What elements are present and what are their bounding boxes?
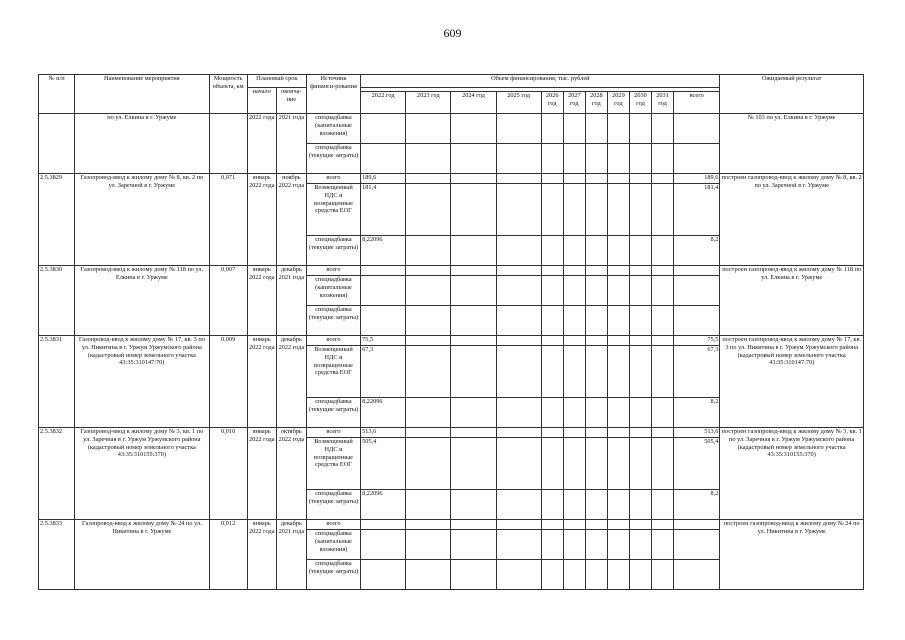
row-year-empty <box>451 276 496 306</box>
row-year-empty <box>496 144 541 174</box>
header-year: 2024 год <box>451 92 496 114</box>
row-year-empty <box>629 398 651 428</box>
row-year-empty <box>652 490 674 520</box>
row-year-empty <box>406 306 451 336</box>
header-start: начало <box>247 88 276 114</box>
row-2022 <box>361 276 406 306</box>
row-year-empty <box>607 490 629 520</box>
row-year-empty <box>607 144 629 174</box>
row-year-empty <box>629 560 651 590</box>
row-year-empty <box>629 236 651 266</box>
row-year-empty <box>652 184 674 236</box>
row-year-empty <box>607 266 629 276</box>
row-total <box>674 266 720 276</box>
row-total <box>674 560 720 590</box>
row-2022 <box>361 144 406 174</box>
row-year-empty <box>607 276 629 306</box>
row-end: 2021 года <box>276 114 306 174</box>
row-year-empty <box>496 428 541 438</box>
row-year-empty <box>585 276 607 306</box>
row-name: Газопровод-ввод к жилому дому № 17, кв. 3 по ул. Никитина в г. Уржум Уржумского района (кадастровый номер земельного участка 43:35:310147:70) <box>75 336 209 428</box>
header-result: Ожидаемый результат <box>720 75 864 114</box>
row-source: спецнадбавка (текущие затраты) <box>306 490 360 520</box>
header-period: Плановый срок <box>247 75 306 88</box>
header-year: 2023 год <box>406 92 451 114</box>
page-number: 609 <box>443 26 462 40</box>
row-year-empty <box>496 336 541 346</box>
row-year-empty <box>496 520 541 530</box>
row-year-empty <box>541 428 563 438</box>
row-year-empty <box>406 428 451 438</box>
row-year-empty <box>563 336 585 346</box>
row-year-empty <box>629 336 651 346</box>
table-row <box>39 336 864 346</box>
row-total: 505,4 <box>674 438 720 490</box>
row-year-empty <box>406 520 451 530</box>
row-year-empty <box>406 184 451 236</box>
row-2022 <box>361 530 406 560</box>
row-year-empty <box>496 174 541 184</box>
row-result: построен газопровод-ввод к жилому дому № 17, кв. 3 по ул. Никитина в г. Уржум Уржумского района (кадастровый номер земельного участка 43:35:310147:70) <box>720 336 864 428</box>
row-year-empty <box>451 184 496 236</box>
row-year-empty <box>406 174 451 184</box>
row-year-empty <box>563 428 585 438</box>
row-year-empty <box>451 114 496 144</box>
row-2022: 75,5 <box>361 336 406 346</box>
row-year-empty <box>607 428 629 438</box>
row-year-empty <box>541 398 563 428</box>
row-end: декабрь 2022 года <box>276 336 306 428</box>
header-year: 2029 год <box>607 92 629 114</box>
table-row <box>39 266 864 276</box>
row-year-empty <box>652 114 674 144</box>
row-year-empty <box>541 560 563 590</box>
row-result: построен газопровод-ввод к жилому дому № 118 по ул. Елкина в г. Уржуме <box>720 266 864 336</box>
row-2022 <box>361 560 406 590</box>
row-year-empty <box>451 428 496 438</box>
row-year-empty <box>607 336 629 346</box>
row-source: спецнадбавка (текущие затраты) <box>306 144 360 174</box>
row-year-empty <box>406 336 451 346</box>
row-year-empty <box>585 174 607 184</box>
row-source: спецнадбавка (текущие затраты) <box>306 398 360 428</box>
row-end: октябрь 2022 года <box>276 428 306 520</box>
row-year-empty <box>585 144 607 174</box>
row-source: спецнадбавка (текущие затраты) <box>306 306 360 336</box>
row-number <box>39 114 75 174</box>
row-year-empty <box>652 438 674 490</box>
row-year-empty <box>585 428 607 438</box>
row-2022: 8,22096 <box>361 236 406 266</box>
row-year-empty <box>585 398 607 428</box>
row-year-empty <box>629 346 651 398</box>
financing-table <box>38 74 864 590</box>
row-year-empty <box>541 336 563 346</box>
row-year-empty <box>496 276 541 306</box>
row-source: спецнадбавка (капитальные вложения) <box>306 114 360 144</box>
header-source: Источник финанси-рования <box>306 75 360 114</box>
row-year-empty <box>451 346 496 398</box>
row-year-empty <box>563 306 585 336</box>
row-year-empty <box>607 520 629 530</box>
header-num: № п/п <box>39 75 75 114</box>
row-year-empty <box>629 520 651 530</box>
row-year-empty <box>563 560 585 590</box>
row-year-empty <box>585 346 607 398</box>
row-year-empty <box>541 530 563 560</box>
row-year-empty <box>585 336 607 346</box>
row-year-empty <box>451 530 496 560</box>
row-2022 <box>361 306 406 336</box>
row-year-empty <box>406 560 451 590</box>
row-year-empty <box>406 266 451 276</box>
header-year: 2028 год <box>585 92 607 114</box>
row-year-empty <box>629 276 651 306</box>
row-year-empty <box>585 530 607 560</box>
row-year-empty <box>496 114 541 144</box>
row-year-empty <box>563 490 585 520</box>
row-total <box>674 144 720 174</box>
row-year-empty <box>563 144 585 174</box>
row-total: 67,3 <box>674 346 720 398</box>
row-year-empty <box>541 184 563 236</box>
row-year-empty <box>451 306 496 336</box>
table-row <box>39 520 864 530</box>
row-2022: 181,4 <box>361 184 406 236</box>
row-result: построен газопровод-ввод к жилому дому № 3, кв. 1 по ул. Заречная в г. Уржум Уржумского района (кадастровый номер земельного участка 43:35:310155:370) <box>720 428 864 520</box>
header-year: 2026 год <box>541 92 563 114</box>
row-total <box>674 520 720 530</box>
row-year-empty <box>451 336 496 346</box>
row-year-empty <box>652 398 674 428</box>
row-year-empty <box>541 346 563 398</box>
row-year-empty <box>629 114 651 144</box>
row-capacity <box>209 114 247 174</box>
row-year-empty <box>541 114 563 144</box>
row-year-empty <box>607 530 629 560</box>
row-year-empty <box>652 560 674 590</box>
row-year-empty <box>585 114 607 144</box>
row-capacity: 0,009 <box>209 336 247 428</box>
row-year-empty <box>563 346 585 398</box>
row-year-empty <box>563 174 585 184</box>
row-source: всего <box>306 266 360 276</box>
row-year-empty <box>563 266 585 276</box>
row-capacity: 0,010 <box>209 428 247 520</box>
row-year-empty <box>607 174 629 184</box>
row-year-empty <box>652 144 674 174</box>
row-result: построен газопровод-ввод к жилому дому № 8, кв. 2 по ул. Заречной в г. Уржуме <box>720 174 864 266</box>
row-start: январь 2022 года <box>247 174 276 266</box>
row-year-empty <box>451 174 496 184</box>
row-start: январь 2022 года <box>247 520 276 590</box>
row-year-empty <box>607 560 629 590</box>
row-start: 2022 года <box>247 114 276 174</box>
row-year-empty <box>541 438 563 490</box>
row-year-empty <box>496 530 541 560</box>
row-result: № 103 по ул. Елкина в г. Уржуме <box>720 114 864 174</box>
row-year-empty <box>406 276 451 306</box>
row-year-empty <box>652 530 674 560</box>
row-year-empty <box>451 490 496 520</box>
row-capacity: 0,071 <box>209 174 247 266</box>
header-row-1 <box>39 75 864 88</box>
row-year-empty <box>585 306 607 336</box>
row-source: Возмещенный НДС и возвращенные средства ЕОГ <box>306 346 360 398</box>
row-2022: 189,6 <box>361 174 406 184</box>
row-year-empty <box>496 184 541 236</box>
row-result: построен газопровод-ввод к жилому дому № 24 по ул. Никитина в г. Уржуме <box>720 520 864 590</box>
row-year-empty <box>563 520 585 530</box>
row-year-empty <box>629 530 651 560</box>
header-total: всего <box>674 92 720 114</box>
row-year-empty <box>607 398 629 428</box>
row-year-empty <box>652 336 674 346</box>
table-row <box>39 428 864 438</box>
header-end: оконча-ние <box>276 88 306 114</box>
row-year-empty <box>629 428 651 438</box>
row-source: Возмещенный НДС и возвращенные средства ЕОГ <box>306 184 360 236</box>
row-year-empty <box>607 236 629 266</box>
row-total <box>674 530 720 560</box>
row-year-empty <box>406 236 451 266</box>
row-total: 8,2 <box>674 490 720 520</box>
row-total <box>674 114 720 144</box>
row-year-empty <box>406 530 451 560</box>
row-year-empty <box>652 276 674 306</box>
row-source: спецнадбавка (текущие затраты) <box>306 236 360 266</box>
row-year-empty <box>607 114 629 144</box>
row-total <box>674 306 720 336</box>
row-year-empty <box>652 520 674 530</box>
row-capacity: 0,012 <box>209 520 247 590</box>
row-year-empty <box>406 144 451 174</box>
header-year: 2022 год <box>361 92 406 114</box>
row-2022 <box>361 266 406 276</box>
row-year-empty <box>541 276 563 306</box>
row-total: 189,6 <box>674 174 720 184</box>
header-year: 2027 год <box>563 92 585 114</box>
row-source: Возмещенный НДС и возвращенные средства ЕОГ <box>306 438 360 490</box>
row-year-empty <box>451 560 496 590</box>
row-year-empty <box>541 490 563 520</box>
row-number: 2.5.3830 <box>39 266 75 336</box>
row-capacity: 0,007 <box>209 266 247 336</box>
row-number: 2.5.3833 <box>39 520 75 590</box>
row-name: Газопровод-ввод к жилому дому № 24 по ул. Никитина в г. Уржуме <box>75 520 209 590</box>
row-source: спецнадбавка (капитальные вложения) <box>306 276 360 306</box>
row-year-empty <box>652 306 674 336</box>
row-year-empty <box>451 266 496 276</box>
header-capacity: Мощность объекта, км <box>209 75 247 114</box>
row-year-empty <box>585 520 607 530</box>
row-year-empty <box>652 236 674 266</box>
row-year-empty <box>563 276 585 306</box>
row-year-empty <box>541 306 563 336</box>
row-end: декабрь 2021 года <box>276 520 306 590</box>
row-year-empty <box>607 184 629 236</box>
row-year-empty <box>406 490 451 520</box>
row-total: 513,6 <box>674 428 720 438</box>
row-year-empty <box>541 266 563 276</box>
row-year-empty <box>406 438 451 490</box>
table-row <box>39 114 864 144</box>
row-year-empty <box>652 346 674 398</box>
row-year-empty <box>585 184 607 236</box>
row-year-empty <box>496 438 541 490</box>
row-total: 8,2 <box>674 398 720 428</box>
row-source: всего <box>306 520 360 530</box>
row-year-empty <box>496 560 541 590</box>
row-year-empty <box>585 560 607 590</box>
row-year-empty <box>406 114 451 144</box>
row-source: всего <box>306 174 360 184</box>
row-year-empty <box>406 346 451 398</box>
row-2022 <box>361 114 406 144</box>
header-finance: Объем финансирования, тыс. рублей <box>361 75 720 88</box>
row-year-empty <box>563 438 585 490</box>
row-2022: 505,4 <box>361 438 406 490</box>
row-name: Газопровод-ввод к жилому дому № 3, кв. 1 по ул. Заречная в г. Уржум Уржумского района (кадастровый номер земельного участка 43:35:310155:370) <box>75 428 209 520</box>
row-year-empty <box>629 184 651 236</box>
row-year-empty <box>607 438 629 490</box>
row-2022: 8,22096 <box>361 398 406 428</box>
row-year-empty <box>607 346 629 398</box>
row-end: ноябрь 2022 года <box>276 174 306 266</box>
row-year-empty <box>629 266 651 276</box>
header-year: 2031 год <box>652 92 674 114</box>
row-year-empty <box>563 184 585 236</box>
row-year-empty <box>629 490 651 520</box>
row-year-empty <box>563 398 585 428</box>
row-year-empty <box>406 398 451 428</box>
row-start: январь 2022 года <box>247 266 276 336</box>
row-year-empty <box>629 144 651 174</box>
row-year-empty <box>496 490 541 520</box>
header-year: 2030 год <box>629 92 651 114</box>
row-number: 2.5.3829 <box>39 174 75 266</box>
row-source: всего <box>306 336 360 346</box>
row-year-empty <box>496 236 541 266</box>
row-year-empty <box>652 266 674 276</box>
row-number: 2.5.3832 <box>39 428 75 520</box>
row-year-empty <box>541 144 563 174</box>
row-name: Газопровод-ввод к жилому дому № 8, кв. 2 по ул. Заречной в г. Уржуме <box>75 174 209 266</box>
row-2022: 8,22096 <box>361 490 406 520</box>
row-total: 181,4 <box>674 184 720 236</box>
row-source: всего <box>306 428 360 438</box>
row-year-empty <box>496 306 541 336</box>
row-name: Газопровод-ввод к жилому дому № 118 по ул. Елкина в г. Уржуме <box>75 266 209 336</box>
row-year-empty <box>451 144 496 174</box>
row-year-empty <box>629 174 651 184</box>
row-2022: 513,6 <box>361 428 406 438</box>
row-year-empty <box>563 530 585 560</box>
row-year-empty <box>451 438 496 490</box>
row-source: спецнадбавка (текущие затраты) <box>306 560 360 590</box>
row-number: 2.5.3831 <box>39 336 75 428</box>
row-end: декабрь 2021 года <box>276 266 306 336</box>
row-year-empty <box>451 236 496 266</box>
row-year-empty <box>652 428 674 438</box>
row-2022 <box>361 520 406 530</box>
table-row <box>39 174 864 184</box>
row-name: по ул. Елкина в г. Уржуме <box>75 114 209 174</box>
row-year-empty <box>607 306 629 336</box>
header-name: Наименование мероприятия <box>75 75 209 114</box>
header-year: 2025 год <box>496 92 541 114</box>
row-year-empty <box>451 398 496 428</box>
row-2022: 67,3 <box>361 346 406 398</box>
row-total <box>674 276 720 306</box>
row-year-empty <box>563 114 585 144</box>
row-year-empty <box>629 306 651 336</box>
row-year-empty <box>541 236 563 266</box>
row-year-empty <box>451 520 496 530</box>
row-year-empty <box>629 438 651 490</box>
row-year-empty <box>541 174 563 184</box>
row-total: 75,5 <box>674 336 720 346</box>
row-start: январь 2022 года <box>247 428 276 520</box>
row-year-empty <box>652 174 674 184</box>
row-start: январь 2022 года <box>247 336 276 428</box>
row-source: спецнадбавка (капитальные вложения) <box>306 530 360 560</box>
row-year-empty <box>585 438 607 490</box>
row-year-empty <box>585 490 607 520</box>
row-year-empty <box>496 398 541 428</box>
row-total: 8,2 <box>674 236 720 266</box>
row-year-empty <box>585 266 607 276</box>
row-year-empty <box>496 266 541 276</box>
row-year-empty <box>563 236 585 266</box>
row-year-empty <box>585 236 607 266</box>
row-year-empty <box>496 346 541 398</box>
row-year-empty <box>541 520 563 530</box>
